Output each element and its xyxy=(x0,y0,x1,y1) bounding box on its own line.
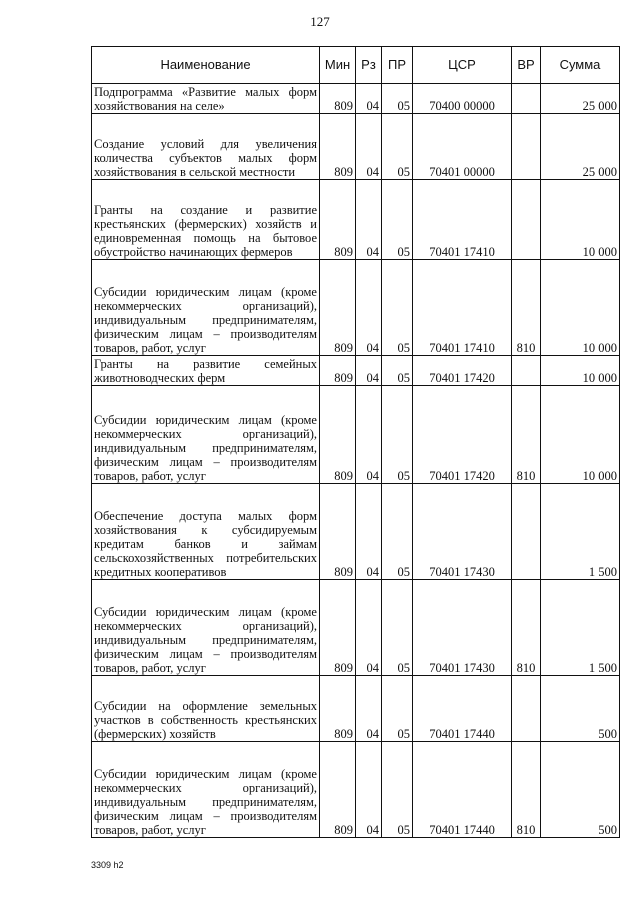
budget-table xyxy=(91,46,620,838)
row-sum: 10 000 xyxy=(541,180,620,260)
table-header-row xyxy=(92,47,620,84)
row-sum: 25 000 xyxy=(541,114,620,180)
row-rz: 04 xyxy=(356,260,382,356)
row-name: Гранты на создание и развитие крестьянских (фермерских) хозяйств и единовременная помощь на бытовое обустройство начинающих фермеров xyxy=(92,180,320,260)
table-row xyxy=(92,676,620,742)
row-min: 809 xyxy=(320,180,356,260)
column-header-sum: Сумма xyxy=(541,47,620,84)
column-header-rz: Рз xyxy=(356,47,382,84)
row-name: Гранты на развитие семейных животноводческих ферм xyxy=(92,356,320,386)
row-vr xyxy=(512,356,541,386)
row-rz: 04 xyxy=(356,676,382,742)
row-pr: 05 xyxy=(382,84,413,114)
row-min: 809 xyxy=(320,260,356,356)
page-number: 127 xyxy=(310,14,330,29)
row-pr: 05 xyxy=(382,676,413,742)
row-rz: 04 xyxy=(356,84,382,114)
row-rz: 04 xyxy=(356,484,382,580)
row-min: 809 xyxy=(320,386,356,484)
row-pr: 05 xyxy=(382,580,413,676)
row-csr: 70401 17410 xyxy=(413,260,512,356)
row-csr: 70401 17440 xyxy=(413,676,512,742)
table-row xyxy=(92,84,620,114)
row-min: 809 xyxy=(320,84,356,114)
row-name: Создание условий для увеличения количества субъектов малых форм хозяйствования в сельской местности xyxy=(92,114,320,180)
row-vr: 810 xyxy=(512,742,541,838)
column-header-pr: ПР xyxy=(382,47,413,84)
row-sum: 10 000 xyxy=(541,260,620,356)
row-sum: 500 xyxy=(541,676,620,742)
column-header-min: Мин xyxy=(320,47,356,84)
row-min: 809 xyxy=(320,356,356,386)
row-sum: 25 000 xyxy=(541,84,620,114)
row-csr: 70401 17430 xyxy=(413,580,512,676)
row-pr: 05 xyxy=(382,484,413,580)
row-name: Обеспечение доступа малых форм хозяйствования к субсидируемым кредитам банков и займам сельскохозяйственных потребительских кредитных кооперативов xyxy=(92,484,320,580)
row-sum: 1 500 xyxy=(541,580,620,676)
row-csr: 70401 17420 xyxy=(413,356,512,386)
row-rz: 04 xyxy=(356,180,382,260)
row-sum: 1 500 xyxy=(541,484,620,580)
table-row xyxy=(92,742,620,838)
row-name: Субсидии на оформление земельных участков в собственность крестьянских (фермерских) хозяйств xyxy=(92,676,320,742)
column-header-csr: ЦСР xyxy=(413,47,512,84)
row-min: 809 xyxy=(320,114,356,180)
row-min: 809 xyxy=(320,580,356,676)
row-csr: 70401 17440 xyxy=(413,742,512,838)
row-rz: 04 xyxy=(356,742,382,838)
row-min: 809 xyxy=(320,484,356,580)
row-pr: 05 xyxy=(382,260,413,356)
row-csr: 70401 00000 xyxy=(413,114,512,180)
row-min: 809 xyxy=(320,676,356,742)
table-row xyxy=(92,386,620,484)
row-vr xyxy=(512,114,541,180)
row-vr: 810 xyxy=(512,580,541,676)
row-rz: 04 xyxy=(356,114,382,180)
row-name: Субсидии юридическим лицам (кроме некоммерческих организаций), индивидуальным предпринимателям, физическим лицам – производителям товаров, работ, услуг xyxy=(92,580,320,676)
table-row xyxy=(92,484,620,580)
row-name: Субсидии юридическим лицам (кроме некоммерческих организаций), индивидуальным предпринимателям, физическим лицам – производителям товаров, работ, услуг xyxy=(92,260,320,356)
row-name: Подпрограмма «Развитие малых форм хозяйствования на селе» xyxy=(92,84,320,114)
column-header-vr: ВР xyxy=(512,47,541,84)
row-csr: 70401 17430 xyxy=(413,484,512,580)
row-pr: 05 xyxy=(382,114,413,180)
row-min: 809 xyxy=(320,742,356,838)
row-pr: 05 xyxy=(382,742,413,838)
table-row xyxy=(92,260,620,356)
row-vr: 810 xyxy=(512,260,541,356)
row-name: Субсидии юридическим лицам (кроме некоммерческих организаций), индивидуальным предпринимателям, физическим лицам – производителям товаров, работ, услуг xyxy=(92,742,320,838)
table-row xyxy=(92,356,620,386)
row-sum: 500 xyxy=(541,742,620,838)
footer-code: 3309 h2 xyxy=(91,860,124,870)
row-csr: 70401 17410 xyxy=(413,180,512,260)
row-rz: 04 xyxy=(356,356,382,386)
table-row xyxy=(92,180,620,260)
row-sum: 10 000 xyxy=(541,386,620,484)
row-vr xyxy=(512,84,541,114)
row-vr: 810 xyxy=(512,386,541,484)
row-rz: 04 xyxy=(356,580,382,676)
column-header-name: Наименование xyxy=(92,47,320,84)
row-pr: 05 xyxy=(382,180,413,260)
row-pr: 05 xyxy=(382,356,413,386)
table-row xyxy=(92,114,620,180)
row-csr: 70401 17420 xyxy=(413,386,512,484)
row-vr xyxy=(512,180,541,260)
row-rz: 04 xyxy=(356,386,382,484)
row-sum: 10 000 xyxy=(541,356,620,386)
row-pr: 05 xyxy=(382,386,413,484)
row-csr: 70400 00000 xyxy=(413,84,512,114)
table-row xyxy=(92,580,620,676)
row-vr xyxy=(512,676,541,742)
row-name: Субсидии юридическим лицам (кроме некоммерческих организаций), индивидуальным предпринимателям, физическим лицам – производителям товаров, работ, услуг xyxy=(92,386,320,484)
row-vr xyxy=(512,484,541,580)
